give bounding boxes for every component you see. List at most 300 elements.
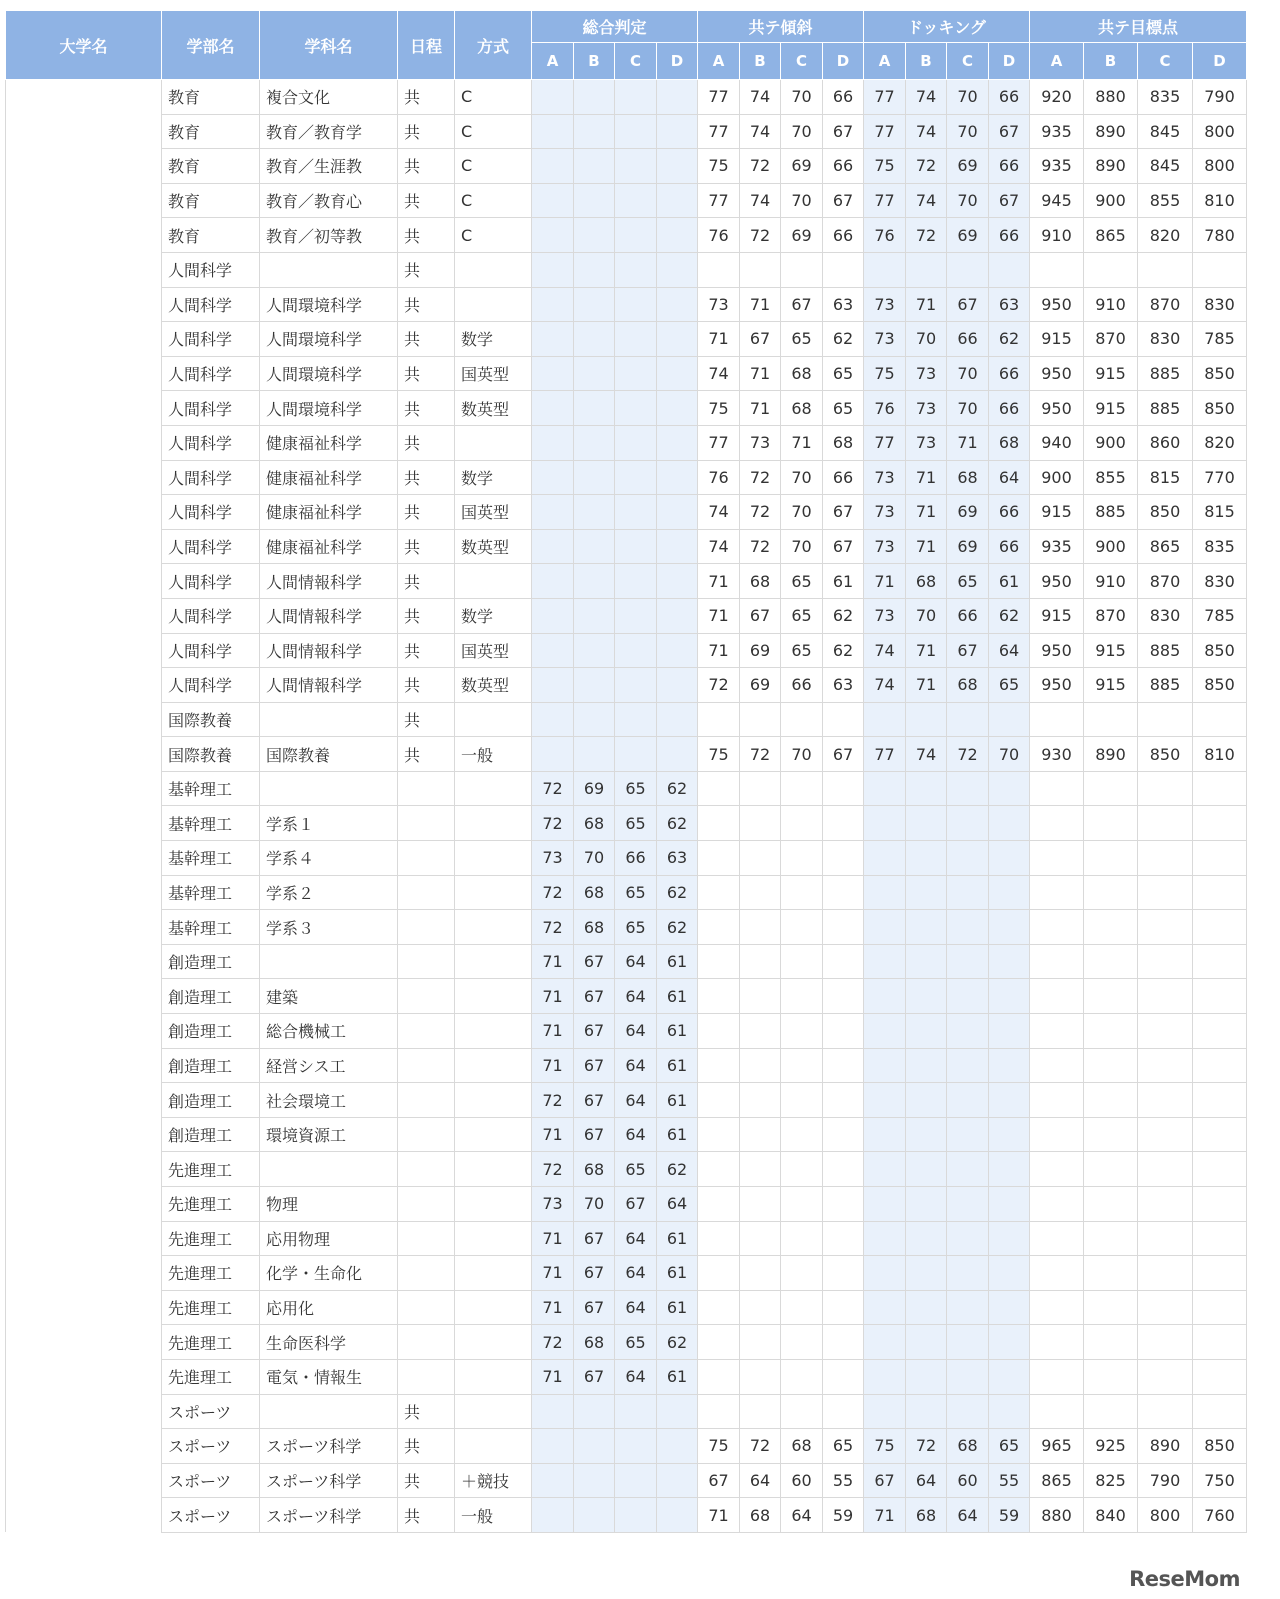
- kyote-cell: [740, 1117, 781, 1152]
- docking-cell: 73: [864, 495, 906, 530]
- target-cell: 850: [1193, 633, 1247, 668]
- sogo-cell: [615, 149, 657, 184]
- docking-cell: 75: [864, 149, 906, 184]
- schedule-cell: 共: [398, 356, 455, 391]
- docking-cell: [947, 252, 989, 287]
- docking-cell: 69: [947, 149, 989, 184]
- sogo-cell: [657, 322, 698, 357]
- header-kyote-sub: B: [740, 43, 781, 80]
- docking-cell: [947, 979, 989, 1014]
- faculty-cell: 創造理工: [162, 1014, 260, 1049]
- sogo-cell: [657, 529, 698, 564]
- header-sogo-sub: B: [574, 43, 615, 80]
- sogo-cell: 70: [574, 841, 615, 876]
- docking-cell: 67: [989, 183, 1030, 218]
- header-method: 方式: [455, 11, 532, 80]
- target-cell: 915: [1030, 322, 1084, 357]
- kyote-cell: 64: [740, 1463, 781, 1498]
- docking-cell: 64: [947, 1498, 989, 1533]
- sogo-cell: [574, 356, 615, 391]
- sogo-cell: 67: [574, 1083, 615, 1118]
- department-cell: 総合機械工: [260, 1014, 398, 1049]
- faculty-cell: 教育: [162, 183, 260, 218]
- schedule-cell: 共: [398, 1394, 455, 1429]
- sogo-cell: [574, 218, 615, 253]
- sogo-cell: 73: [532, 1187, 574, 1222]
- target-cell: [1138, 1325, 1193, 1360]
- sogo-cell: [574, 252, 615, 287]
- faculty-cell: 人間科学: [162, 356, 260, 391]
- target-cell: 910: [1084, 287, 1138, 322]
- schedule-cell: [398, 1325, 455, 1360]
- department-cell: 学系２: [260, 875, 398, 910]
- sogo-cell: 65: [615, 806, 657, 841]
- faculty-cell: 人間科学: [162, 668, 260, 703]
- sogo-cell: 61: [657, 1256, 698, 1291]
- docking-cell: 63: [989, 287, 1030, 322]
- target-cell: 770: [1193, 460, 1247, 495]
- table-row: [6, 1048, 1247, 1083]
- target-cell: 950: [1030, 564, 1084, 599]
- department-cell: スポーツ科学: [260, 1429, 398, 1464]
- sogo-cell: [657, 425, 698, 460]
- header-university: 大学名: [6, 11, 162, 80]
- docking-cell: 68: [906, 564, 947, 599]
- kyote-cell: 69: [781, 218, 823, 253]
- table-row: [6, 80, 1247, 115]
- kyote-cell: [781, 979, 823, 1014]
- docking-cell: [947, 1083, 989, 1118]
- schedule-cell: 共: [398, 702, 455, 737]
- method-cell: [455, 1187, 532, 1222]
- table-row: [6, 1187, 1247, 1222]
- kyote-cell: [698, 252, 740, 287]
- table-row: [6, 771, 1247, 806]
- sogo-cell: [657, 391, 698, 426]
- kyote-cell: [698, 1187, 740, 1222]
- department-cell: 国際教養: [260, 737, 398, 772]
- sogo-cell: [657, 495, 698, 530]
- target-cell: 810: [1193, 183, 1247, 218]
- schedule-cell: [398, 771, 455, 806]
- target-cell: 925: [1084, 1429, 1138, 1464]
- table-row: [6, 910, 1247, 945]
- docking-cell: 77: [864, 737, 906, 772]
- sogo-cell: 70: [574, 1187, 615, 1222]
- table-row: [6, 1290, 1247, 1325]
- target-cell: 910: [1084, 564, 1138, 599]
- kyote-cell: 65: [823, 356, 864, 391]
- department-cell: 教育／教育学: [260, 114, 398, 149]
- sogo-cell: [532, 356, 574, 391]
- kyote-cell: 70: [781, 114, 823, 149]
- kyote-cell: [740, 771, 781, 806]
- docking-cell: 74: [906, 114, 947, 149]
- sogo-cell: [532, 391, 574, 426]
- docking-cell: [864, 1256, 906, 1291]
- schedule-cell: 共: [398, 80, 455, 115]
- method-cell: 国英型: [455, 356, 532, 391]
- kyote-cell: 67: [823, 495, 864, 530]
- kyote-cell: 65: [823, 1429, 864, 1464]
- kyote-cell: [740, 1290, 781, 1325]
- faculty-cell: 人間科学: [162, 564, 260, 599]
- schedule-cell: [398, 944, 455, 979]
- kyote-cell: [781, 1394, 823, 1429]
- docking-cell: [906, 979, 947, 1014]
- docking-cell: [947, 1325, 989, 1360]
- kyote-cell: 72: [740, 460, 781, 495]
- sogo-cell: [657, 218, 698, 253]
- method-cell: [455, 1152, 532, 1187]
- docking-cell: [947, 1394, 989, 1429]
- sogo-cell: [615, 1463, 657, 1498]
- kyote-cell: [781, 771, 823, 806]
- docking-cell: [947, 1187, 989, 1222]
- kyote-cell: [698, 771, 740, 806]
- target-cell: [1084, 875, 1138, 910]
- kyote-cell: [740, 806, 781, 841]
- docking-cell: 71: [906, 633, 947, 668]
- department-cell: [260, 252, 398, 287]
- kyote-cell: [698, 702, 740, 737]
- kyote-cell: 55: [823, 1463, 864, 1498]
- table-row: [6, 218, 1247, 253]
- sogo-cell: 68: [574, 806, 615, 841]
- docking-cell: 76: [864, 391, 906, 426]
- sogo-cell: [657, 1463, 698, 1498]
- docking-cell: [864, 252, 906, 287]
- schedule-cell: 共: [398, 460, 455, 495]
- docking-cell: [906, 1325, 947, 1360]
- department-cell: 学系１: [260, 806, 398, 841]
- docking-cell: 74: [864, 668, 906, 703]
- target-cell: [1138, 1152, 1193, 1187]
- docking-cell: 75: [864, 1429, 906, 1464]
- kyote-cell: 69: [740, 633, 781, 668]
- schedule-cell: 共: [398, 495, 455, 530]
- target-cell: 910: [1030, 218, 1084, 253]
- kyote-cell: 76: [698, 218, 740, 253]
- target-cell: [1030, 702, 1084, 737]
- method-cell: 数学: [455, 460, 532, 495]
- kyote-cell: [781, 944, 823, 979]
- docking-cell: 66: [989, 356, 1030, 391]
- table-row: [6, 252, 1247, 287]
- sogo-cell: [532, 1463, 574, 1498]
- docking-cell: 71: [864, 1498, 906, 1533]
- sogo-cell: 71: [532, 1048, 574, 1083]
- kyote-cell: 76: [698, 460, 740, 495]
- docking-cell: [864, 841, 906, 876]
- docking-cell: 66: [989, 391, 1030, 426]
- kyote-cell: [698, 1290, 740, 1325]
- target-cell: [1084, 702, 1138, 737]
- kyote-cell: 63: [823, 287, 864, 322]
- kyote-cell: 64: [781, 1498, 823, 1533]
- docking-cell: [989, 1048, 1030, 1083]
- target-cell: [1138, 1117, 1193, 1152]
- kyote-cell: [740, 1256, 781, 1291]
- sogo-cell: [615, 1394, 657, 1429]
- sogo-cell: [615, 668, 657, 703]
- kyote-cell: 70: [781, 529, 823, 564]
- sogo-cell: 64: [615, 1117, 657, 1152]
- department-cell: 人間環境科学: [260, 356, 398, 391]
- department-cell: 人間情報科学: [260, 598, 398, 633]
- sogo-cell: [657, 1498, 698, 1533]
- target-cell: [1084, 1290, 1138, 1325]
- table-row: [6, 668, 1247, 703]
- sogo-cell: [532, 149, 574, 184]
- sogo-cell: [574, 287, 615, 322]
- kyote-cell: [781, 1152, 823, 1187]
- sogo-cell: 72: [532, 1083, 574, 1118]
- method-cell: [455, 1083, 532, 1118]
- target-cell: 920: [1030, 80, 1084, 115]
- schedule-cell: 共: [398, 1463, 455, 1498]
- docking-cell: [947, 910, 989, 945]
- target-cell: 880: [1084, 80, 1138, 115]
- sogo-cell: 64: [615, 1359, 657, 1394]
- docking-cell: [906, 252, 947, 287]
- kyote-cell: [781, 1083, 823, 1118]
- kyote-cell: 70: [781, 80, 823, 115]
- schedule-cell: 共: [398, 218, 455, 253]
- docking-cell: [947, 1152, 989, 1187]
- sogo-cell: [574, 564, 615, 599]
- kyote-cell: [781, 806, 823, 841]
- target-cell: 870: [1084, 322, 1138, 357]
- method-cell: [455, 1290, 532, 1325]
- target-cell: 850: [1193, 668, 1247, 703]
- sogo-cell: 64: [615, 1290, 657, 1325]
- faculty-cell: 創造理工: [162, 1083, 260, 1118]
- kyote-cell: [740, 1187, 781, 1222]
- faculty-cell: 先進理工: [162, 1152, 260, 1187]
- header-kyote-sub: C: [781, 43, 823, 80]
- schedule-cell: [398, 910, 455, 945]
- sogo-cell: [532, 218, 574, 253]
- target-cell: [1084, 1117, 1138, 1152]
- kyote-cell: 71: [698, 322, 740, 357]
- target-cell: [1084, 1221, 1138, 1256]
- target-cell: [1193, 979, 1247, 1014]
- sogo-cell: [615, 737, 657, 772]
- kyote-cell: 74: [740, 183, 781, 218]
- target-cell: [1138, 1187, 1193, 1222]
- kyote-cell: 68: [740, 564, 781, 599]
- target-cell: [1193, 806, 1247, 841]
- docking-cell: [989, 1117, 1030, 1152]
- schedule-cell: 共: [398, 598, 455, 633]
- sogo-cell: 61: [657, 1117, 698, 1152]
- faculty-cell: 人間科学: [162, 287, 260, 322]
- docking-cell: 70: [947, 80, 989, 115]
- kyote-cell: [740, 1221, 781, 1256]
- target-cell: 865: [1138, 529, 1193, 564]
- sogo-cell: 72: [532, 910, 574, 945]
- kyote-cell: [823, 1187, 864, 1222]
- target-cell: 850: [1193, 1429, 1247, 1464]
- sogo-cell: [574, 149, 615, 184]
- docking-cell: 74: [906, 737, 947, 772]
- kyote-cell: [781, 1014, 823, 1049]
- kyote-cell: 71: [698, 564, 740, 599]
- kyote-cell: 69: [781, 149, 823, 184]
- kyote-cell: 71: [740, 356, 781, 391]
- docking-cell: [906, 1394, 947, 1429]
- target-cell: 850: [1193, 391, 1247, 426]
- docking-cell: [947, 1048, 989, 1083]
- target-cell: 900: [1084, 425, 1138, 460]
- docking-cell: 69: [947, 218, 989, 253]
- sogo-cell: 68: [574, 1152, 615, 1187]
- docking-cell: [906, 875, 947, 910]
- sogo-cell: [574, 668, 615, 703]
- target-cell: [1138, 702, 1193, 737]
- method-cell: [455, 1048, 532, 1083]
- docking-cell: 68: [947, 1429, 989, 1464]
- docking-cell: 66: [989, 218, 1030, 253]
- docking-cell: [989, 1083, 1030, 1118]
- docking-cell: [906, 1187, 947, 1222]
- sogo-cell: 65: [615, 875, 657, 910]
- target-cell: 915: [1084, 391, 1138, 426]
- department-cell: [260, 944, 398, 979]
- docking-cell: 65: [989, 668, 1030, 703]
- kyote-cell: 62: [823, 633, 864, 668]
- target-cell: 885: [1138, 668, 1193, 703]
- kyote-cell: [740, 1394, 781, 1429]
- target-cell: [1084, 1083, 1138, 1118]
- kyote-cell: 67: [740, 322, 781, 357]
- kyote-cell: 66: [823, 460, 864, 495]
- faculty-cell: 創造理工: [162, 979, 260, 1014]
- kyote-cell: [698, 1394, 740, 1429]
- target-cell: [1138, 910, 1193, 945]
- sogo-cell: [657, 1429, 698, 1464]
- kyote-cell: 75: [698, 149, 740, 184]
- kyote-cell: 72: [740, 1429, 781, 1464]
- sogo-cell: [532, 460, 574, 495]
- sogo-cell: [532, 564, 574, 599]
- sogo-cell: [532, 529, 574, 564]
- header-docking-sub: D: [989, 43, 1030, 80]
- target-cell: 790: [1193, 80, 1247, 115]
- schedule-cell: 共: [398, 114, 455, 149]
- sogo-cell: 67: [574, 1014, 615, 1049]
- table-row: [6, 1394, 1247, 1429]
- kyote-cell: [740, 1152, 781, 1187]
- target-cell: [1193, 771, 1247, 806]
- kyote-cell: 73: [740, 425, 781, 460]
- docking-cell: 65: [947, 564, 989, 599]
- sogo-cell: [657, 80, 698, 115]
- docking-cell: 71: [864, 564, 906, 599]
- sogo-cell: 67: [574, 944, 615, 979]
- sogo-cell: [615, 391, 657, 426]
- sogo-cell: [615, 702, 657, 737]
- docking-cell: [906, 702, 947, 737]
- docking-cell: [989, 702, 1030, 737]
- method-cell: C: [455, 114, 532, 149]
- sogo-cell: [657, 702, 698, 737]
- target-cell: 950: [1030, 633, 1084, 668]
- target-cell: 785: [1193, 598, 1247, 633]
- docking-cell: 77: [864, 183, 906, 218]
- kyote-cell: [781, 1290, 823, 1325]
- sogo-cell: [574, 460, 615, 495]
- sogo-cell: [657, 598, 698, 633]
- sogo-cell: [657, 633, 698, 668]
- sogo-cell: 68: [574, 910, 615, 945]
- target-cell: 810: [1193, 737, 1247, 772]
- target-cell: 890: [1084, 114, 1138, 149]
- target-cell: [1084, 944, 1138, 979]
- kyote-cell: [823, 1221, 864, 1256]
- sogo-cell: 71: [532, 1221, 574, 1256]
- kyote-cell: [823, 1083, 864, 1118]
- docking-cell: [906, 1256, 947, 1291]
- docking-cell: [906, 1014, 947, 1049]
- method-cell: [455, 1359, 532, 1394]
- docking-cell: [864, 771, 906, 806]
- sogo-cell: [532, 598, 574, 633]
- sogo-cell: 64: [615, 1014, 657, 1049]
- target-cell: 820: [1193, 425, 1247, 460]
- kyote-cell: 63: [823, 668, 864, 703]
- kyote-cell: [698, 1083, 740, 1118]
- header-target-sub: A: [1030, 43, 1084, 80]
- docking-cell: 74: [864, 633, 906, 668]
- faculty-cell: 人間科学: [162, 322, 260, 357]
- docking-cell: [947, 875, 989, 910]
- kyote-cell: 70: [781, 183, 823, 218]
- target-cell: 915: [1030, 495, 1084, 530]
- target-cell: [1138, 1014, 1193, 1049]
- kyote-cell: [823, 1359, 864, 1394]
- table-row: [6, 391, 1247, 426]
- sogo-cell: [532, 322, 574, 357]
- docking-cell: 70: [947, 114, 989, 149]
- target-cell: [1030, 1014, 1084, 1049]
- schedule-cell: 共: [398, 633, 455, 668]
- target-cell: [1193, 1359, 1247, 1394]
- method-cell: [455, 771, 532, 806]
- docking-cell: [906, 944, 947, 979]
- target-cell: [1138, 252, 1193, 287]
- docking-cell: 67: [989, 114, 1030, 149]
- sogo-cell: [574, 1463, 615, 1498]
- kyote-cell: [698, 1359, 740, 1394]
- docking-cell: 73: [864, 460, 906, 495]
- method-cell: [455, 1429, 532, 1464]
- target-cell: 965: [1030, 1429, 1084, 1464]
- docking-cell: [864, 979, 906, 1014]
- target-cell: 835: [1193, 529, 1247, 564]
- kyote-cell: 71: [740, 391, 781, 426]
- docking-cell: 69: [947, 495, 989, 530]
- docking-cell: [864, 1083, 906, 1118]
- sogo-cell: [574, 391, 615, 426]
- kyote-cell: [781, 1048, 823, 1083]
- table-row: [6, 1256, 1247, 1291]
- target-cell: 800: [1193, 149, 1247, 184]
- docking-cell: 64: [989, 460, 1030, 495]
- schedule-cell: 共: [398, 322, 455, 357]
- header-department: 学科名: [260, 11, 398, 80]
